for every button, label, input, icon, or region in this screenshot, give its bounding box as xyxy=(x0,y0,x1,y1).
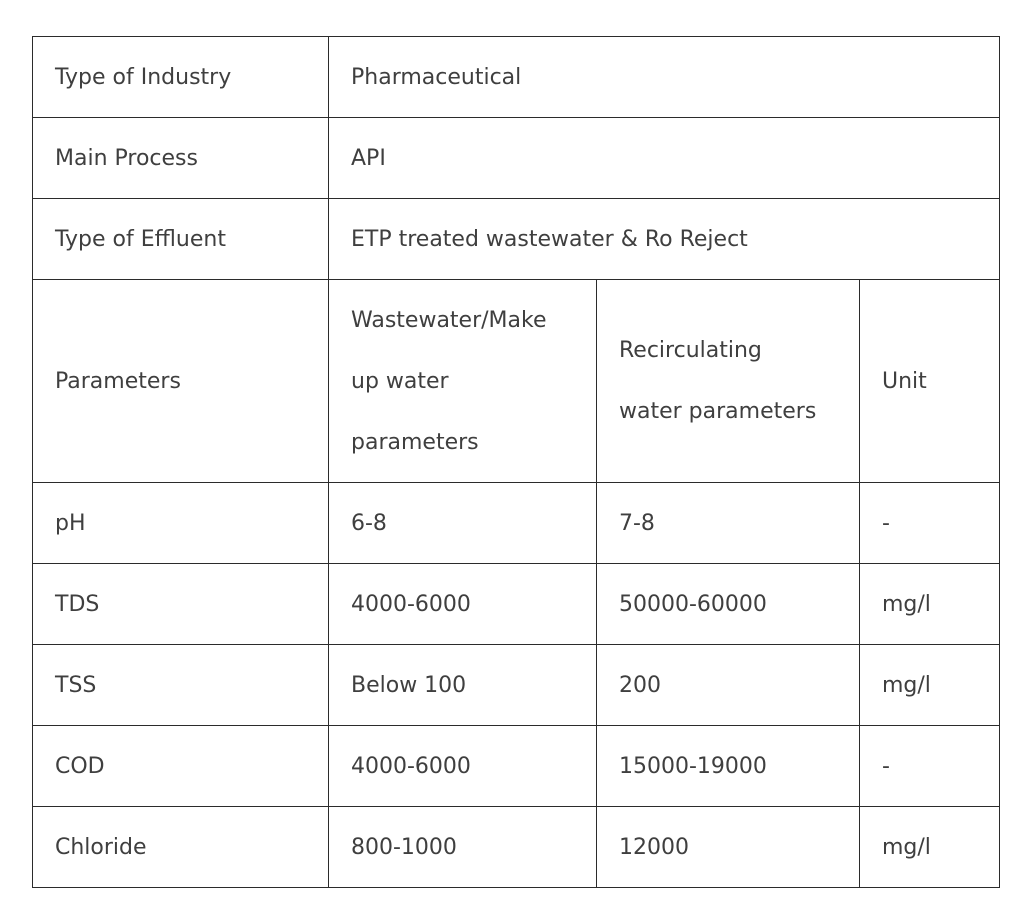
header-wastewater-line1: Wastewater/Make xyxy=(351,307,547,333)
table-row xyxy=(33,645,1000,726)
wastewater-cell: 6-8 xyxy=(329,483,597,564)
unit-cell: - xyxy=(860,726,1000,807)
table-row xyxy=(33,807,1000,888)
process-label: Main Process xyxy=(33,118,329,199)
effluent-value: ETP treated wastewater & Ro Reject xyxy=(329,199,1000,280)
header-recirculating-line1: Recirculating xyxy=(619,338,762,363)
info-row-effluent xyxy=(33,199,1000,280)
recirculating-cell: 200 xyxy=(597,645,860,726)
table-header-row xyxy=(33,280,1000,483)
header-wastewater xyxy=(329,280,597,483)
industry-label: Type of Industry xyxy=(33,37,329,118)
parameter-cell: pH xyxy=(33,483,329,564)
header-wastewater-line2: up water xyxy=(351,368,449,394)
header-recirculating-line2: water parameters xyxy=(619,399,817,424)
info-row-industry xyxy=(33,37,1000,118)
unit-cell: mg/l xyxy=(860,645,1000,726)
recirculating-cell: 50000-60000 xyxy=(597,564,860,645)
wastewater-cell: 800-1000 xyxy=(329,807,597,888)
table-row xyxy=(33,564,1000,645)
wastewater-cell: Below 100 xyxy=(329,645,597,726)
unit-cell: mg/l xyxy=(860,564,1000,645)
header-wastewater-line3: parameters xyxy=(351,429,479,455)
wastewater-cell: 4000-6000 xyxy=(329,564,597,645)
industry-value: Pharmaceutical xyxy=(329,37,1000,118)
header-recirculating xyxy=(597,280,860,483)
table-row xyxy=(33,483,1000,564)
parameter-cell: TDS xyxy=(33,564,329,645)
recirculating-cell: 12000 xyxy=(597,807,860,888)
recirculating-cell: 15000-19000 xyxy=(597,726,860,807)
parameter-cell: COD xyxy=(33,726,329,807)
parameter-cell: TSS xyxy=(33,645,329,726)
process-value: API xyxy=(329,118,1000,199)
recirculating-cell: 7-8 xyxy=(597,483,860,564)
unit-cell: - xyxy=(860,483,1000,564)
info-row-process xyxy=(33,118,1000,199)
parameter-cell: Chloride xyxy=(33,807,329,888)
header-parameters: Parameters xyxy=(33,280,329,483)
water-parameters-table xyxy=(32,36,1000,888)
effluent-label: Type of Effluent xyxy=(33,199,329,280)
header-unit: Unit xyxy=(860,280,1000,483)
table-row xyxy=(33,726,1000,807)
unit-cell: mg/l xyxy=(860,807,1000,888)
wastewater-cell: 4000-6000 xyxy=(329,726,597,807)
